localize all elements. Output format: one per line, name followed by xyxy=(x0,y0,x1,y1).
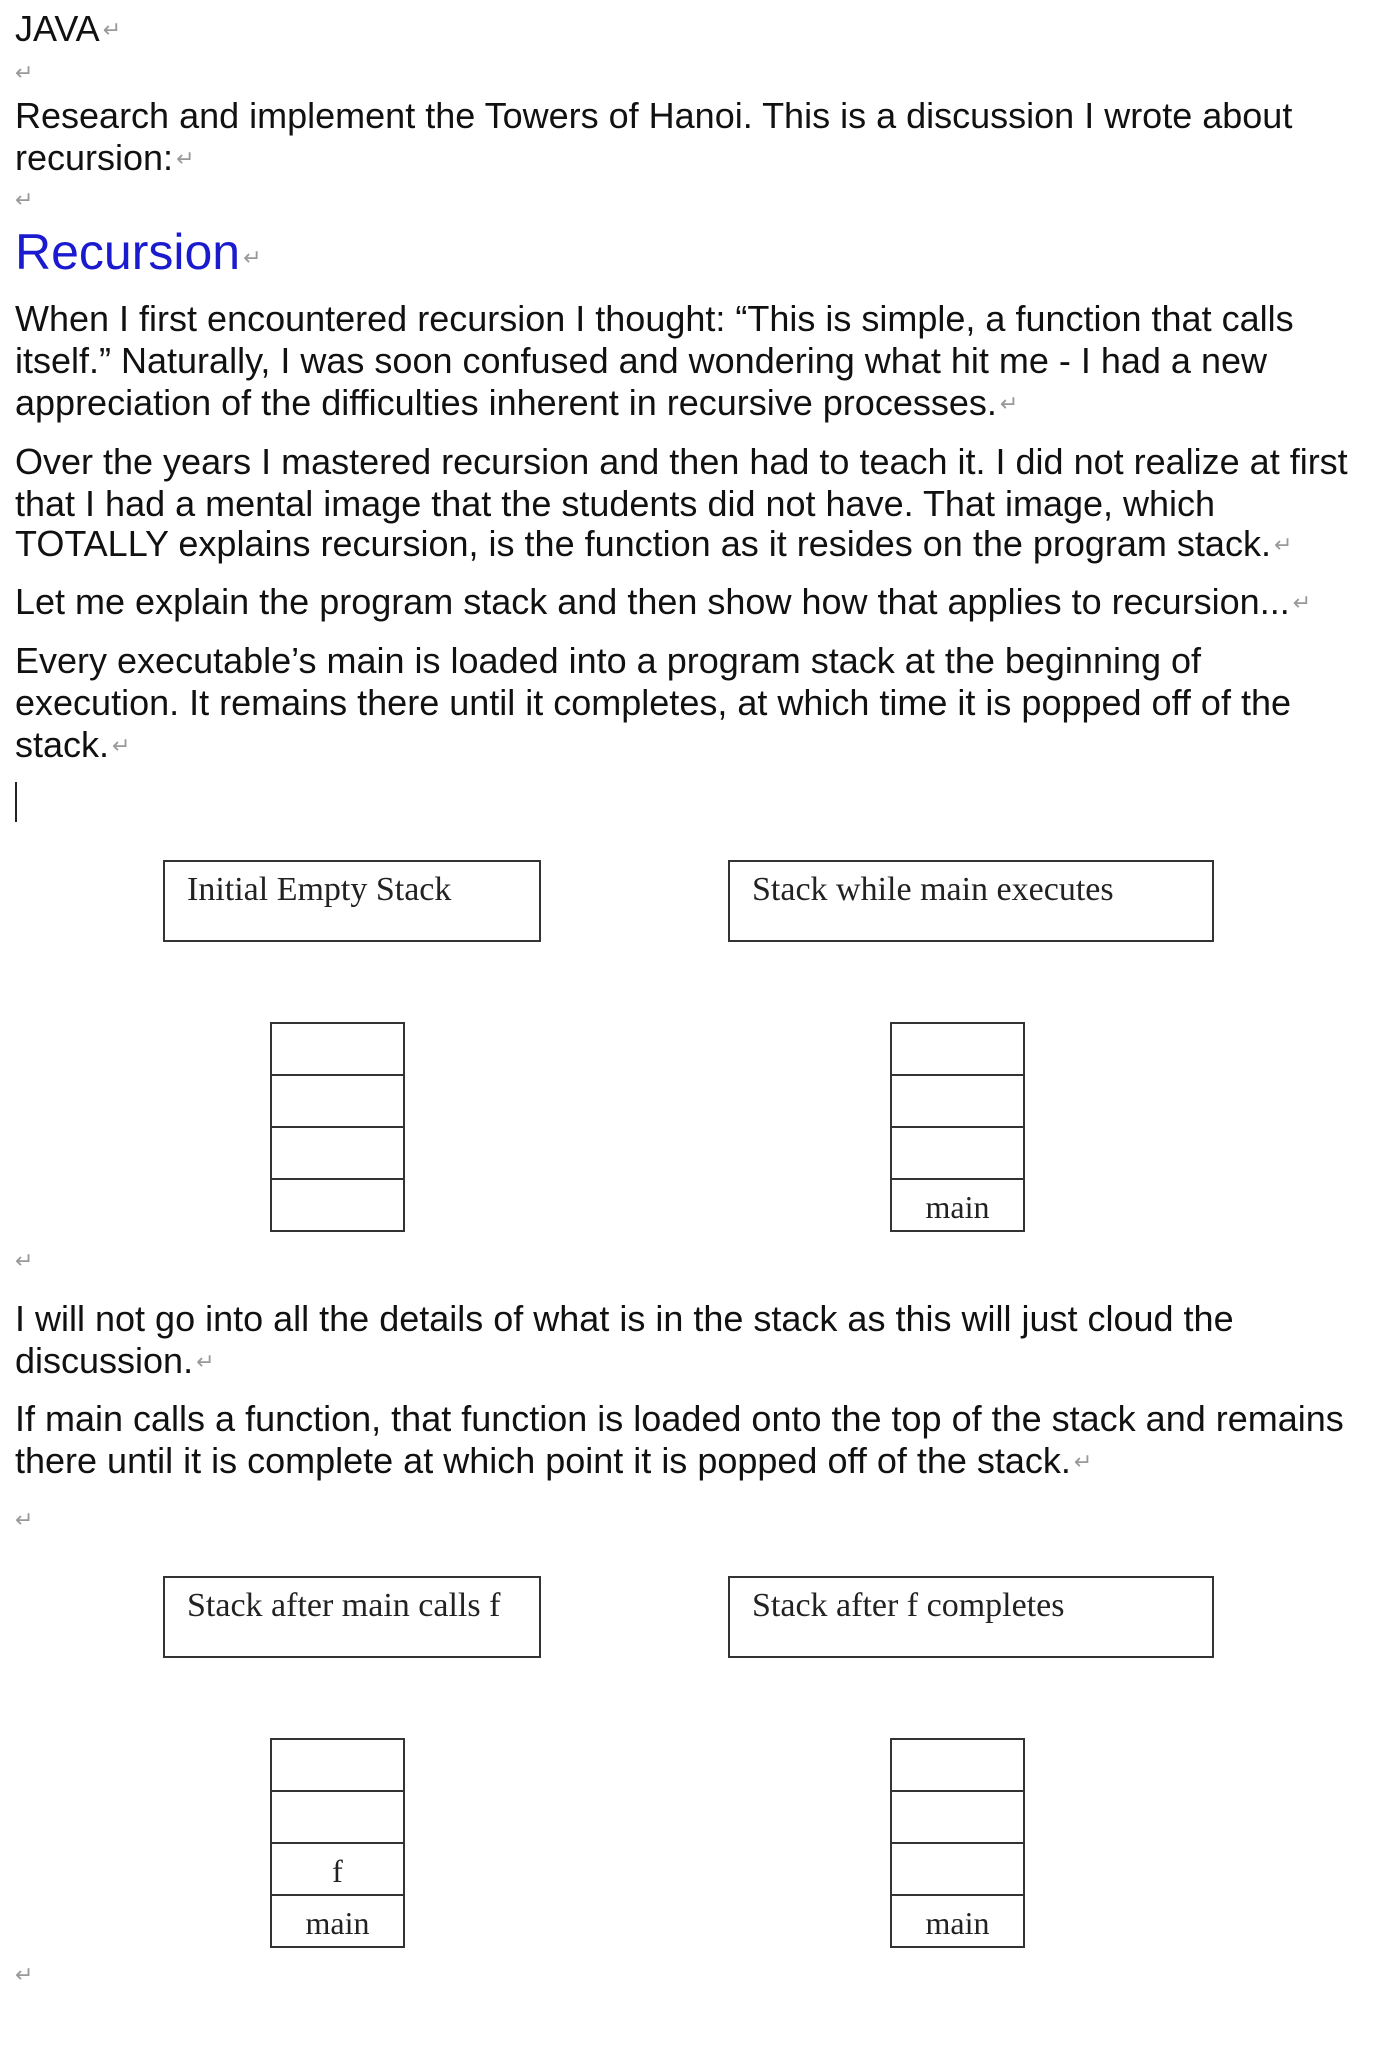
stack-cell xyxy=(270,1022,405,1076)
paragraph-line: If main calls a function, that function is loaded onto the top of the stack and remains xyxy=(15,1398,1344,1439)
stack-cell: main xyxy=(270,1894,405,1948)
stack-cell: f xyxy=(270,1842,405,1896)
paragraph-line: I will not go into all the details of what is in the stack as this will just cloud the xyxy=(15,1298,1234,1339)
paragraph-line: that I had a mental image that the students did not have. That image, which xyxy=(15,483,1216,524)
paragraph-mark-icon: ↵ xyxy=(1292,590,1312,615)
paragraph-line: Every executable’s main is loaded into a program stack at the beginning of xyxy=(15,640,1202,681)
paragraph-mark-icon: ↵ xyxy=(999,391,1019,416)
stack-cell: main xyxy=(890,1894,1025,1948)
paragraph-line: execution. It remains there until it completes, at which time it is popped off of the xyxy=(15,682,1291,723)
stack-cell xyxy=(270,1738,405,1792)
stack-diagram-empty xyxy=(270,1022,405,1232)
paragraph-mark-icon: ↵ xyxy=(102,17,122,42)
paragraph-line: Let me explain the program stack and then show how that applies to recursion... ↵ xyxy=(15,581,1312,622)
stack-cell xyxy=(890,1022,1025,1076)
empty-paragraph-mark-icon: ↵ xyxy=(15,60,34,85)
intro-line: Research and implement the Towers of Hanoi. This is a discussion I wrote about xyxy=(15,95,1293,136)
diagram-caption: Initial Empty Stack xyxy=(163,860,541,942)
paragraph-mark-icon: ↵ xyxy=(1073,1449,1093,1474)
paragraph-line: appreciation of the difficulties inherent in recursive processes. ↵ xyxy=(15,382,1019,423)
text-cursor[interactable] xyxy=(15,782,17,822)
paragraph-line: there until it is complete at which point it is popped off of the stack. ↵ xyxy=(15,1440,1093,1481)
empty-paragraph-mark-icon: ↵ xyxy=(15,1248,34,1273)
paragraph-line: itself.” Naturally, I was soon confused and wondering what hit me - I had a new xyxy=(15,340,1267,381)
stack-cell: main xyxy=(890,1178,1025,1232)
paragraph-mark-icon: ↵ xyxy=(112,733,131,758)
stack-cell xyxy=(270,1790,405,1844)
paragraph-mark-icon: ↵ xyxy=(1273,532,1293,557)
stack-cell xyxy=(270,1126,405,1180)
diagram-caption: Stack after f completes xyxy=(728,1576,1214,1658)
paragraph-mark-icon: ↵ xyxy=(176,146,195,171)
empty-paragraph-mark-icon: ↵ xyxy=(15,1962,34,1987)
paragraph-line: stack. ↵ xyxy=(15,724,131,765)
stack-diagram-main xyxy=(890,1022,1025,1232)
stack-diagram-main-calls-f xyxy=(270,1738,405,1948)
stack-cell xyxy=(270,1074,405,1128)
empty-paragraph-mark-icon: ↵ xyxy=(15,1507,34,1532)
paragraph-line: Over the years I mastered recursion and then had to teach it. I did not realize at first xyxy=(15,441,1348,482)
paragraph-mark-icon: ↵ xyxy=(196,1349,215,1374)
document-title: JAVA ↵ xyxy=(15,8,122,49)
stack-cell xyxy=(270,1178,405,1232)
stack-cell xyxy=(890,1738,1025,1792)
diagram-caption: Stack while main executes xyxy=(728,860,1214,942)
stack-cell xyxy=(890,1074,1025,1128)
stack-cell xyxy=(890,1126,1025,1180)
paragraph-line: When I first encountered recursion I thought: “This is simple, a function that calls xyxy=(15,298,1294,339)
paragraph-line: discussion. ↵ xyxy=(15,1340,215,1381)
section-heading: Recursion ↵ xyxy=(15,224,262,280)
intro-line: recursion: ↵ xyxy=(15,137,195,178)
paragraph-mark-icon: ↵ xyxy=(243,245,262,270)
stack-diagram-f-completes xyxy=(890,1738,1025,1948)
empty-paragraph-mark-icon: ↵ xyxy=(15,187,34,212)
stack-cell xyxy=(890,1790,1025,1844)
diagram-caption: Stack after main calls f xyxy=(163,1576,541,1658)
paragraph-line: TOTALLY explains recursion, is the function as it resides on the program stack. ↵ xyxy=(15,523,1293,564)
stack-cell xyxy=(890,1842,1025,1896)
